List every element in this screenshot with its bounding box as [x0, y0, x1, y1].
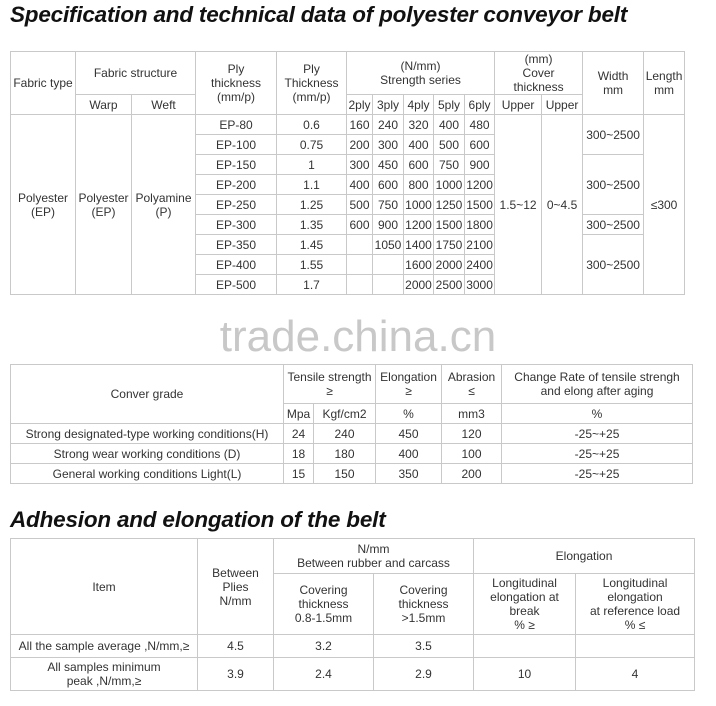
header-ply-thick2-l3: (mm/p): [292, 90, 331, 104]
header-elongation: Elongation: [474, 539, 695, 574]
header-abrasion: [442, 365, 502, 404]
header-tensile-l1: Tensile strength: [287, 370, 372, 384]
header-ply-thickness-l3: (mm/p): [217, 90, 256, 104]
header-length: [644, 52, 685, 115]
cell-model: EP-150: [196, 155, 277, 175]
cell-width: 300~2500: [583, 115, 644, 155]
header-upper-1: Upper: [495, 95, 542, 115]
cell-warp: [76, 115, 132, 295]
cell-item-l1: All samples minimum: [47, 660, 161, 674]
cell-strength: [347, 235, 373, 255]
header-2ply: 2ply: [347, 95, 373, 115]
header-width: [583, 52, 644, 115]
cell-grade: Strong wear working conditions (D): [11, 444, 284, 464]
header-grade: Conver grade: [11, 365, 284, 424]
cell-strength: 450: [373, 155, 404, 175]
cell-model: EP-500: [196, 275, 277, 295]
cell-model: EP-80: [196, 115, 277, 135]
header-item: Item: [11, 539, 198, 635]
header-long2-l2: elongation: [607, 590, 663, 604]
header-upper-2: Upper: [542, 95, 583, 115]
header-strength-l1: (N/mm): [400, 59, 441, 73]
header-cover-thickness: [495, 52, 583, 95]
cell-abrasion: 120: [442, 424, 502, 444]
header-between-l3: N/mm: [219, 593, 252, 608]
header-ply-thickness-l1: Ply: [227, 62, 245, 76]
cell-covering-thin: 2.4: [274, 658, 374, 691]
header-rubber-l2: Between rubber and carcass: [297, 556, 450, 570]
cell-strength: 1250: [434, 195, 465, 215]
unit-mm3: mm3: [442, 404, 502, 424]
adhesion-header-row: [11, 539, 695, 574]
header-warp: Warp: [76, 95, 132, 115]
cell-mpa: 15: [284, 464, 314, 484]
cell-long-break: [474, 635, 576, 658]
cell-item: [11, 635, 198, 658]
header-long-break: [474, 574, 576, 635]
cell-strength: 1400: [404, 235, 434, 255]
table-row: [11, 635, 695, 658]
cell-strength: 1200: [465, 175, 495, 195]
header-between-plies: [198, 539, 274, 635]
header-long2-l1: Longitudinal: [602, 576, 668, 590]
header-change-l2: and elong after aging: [540, 384, 654, 398]
fabric-type-l2: (EP): [31, 204, 55, 219]
header-elong-l2: ≥: [405, 384, 412, 398]
cell-strength: 1050: [373, 235, 404, 255]
header-change-rate: [502, 365, 693, 404]
cell-kgf: 240: [314, 424, 376, 444]
cell-strength: 3000: [465, 275, 495, 295]
cell-abrasion: 200: [442, 464, 502, 484]
cell-strength: [347, 255, 373, 275]
weft-l2: (P): [155, 204, 172, 219]
cell-fabric-type: [11, 115, 76, 295]
cell-strength: 400: [404, 135, 434, 155]
header-cover-l1: (mm): [524, 52, 553, 66]
cell-strength: 1000: [404, 195, 434, 215]
header-width-l2: mm: [603, 83, 624, 97]
cell-grade: Strong designated-type working conditions(H): [11, 424, 284, 444]
cell-thickness: 1: [277, 155, 347, 175]
cell-thickness: 1.55: [277, 255, 347, 275]
header-long1-l1: Longitudinal: [492, 576, 557, 590]
table-row: [11, 115, 685, 135]
cell-long-break: 10: [474, 658, 576, 691]
spec-header-row: [11, 52, 685, 95]
cell-strength: 300: [373, 135, 404, 155]
header-ply-thick2-l1: Ply: [303, 62, 320, 76]
header-between-l1: Between: [212, 565, 259, 580]
header-length-l1: Length: [645, 69, 683, 83]
cell-strength: 1500: [465, 195, 495, 215]
header-5ply: 5ply: [434, 95, 465, 115]
weft-l1: Polyamine: [135, 190, 192, 205]
cell-change-rate: -25~+25: [502, 444, 693, 464]
header-tensile: [284, 365, 376, 404]
cell-width: 300~2500: [583, 215, 644, 235]
cell-strength: 900: [373, 215, 404, 235]
cell-weft: [132, 115, 196, 295]
cell-long-ref: 4: [576, 658, 695, 691]
watermark: trade.china.cn: [219, 312, 497, 361]
header-fabric-structure: Fabric structure: [76, 52, 196, 95]
header-weft: Weft: [132, 95, 196, 115]
cell-mpa: 18: [284, 444, 314, 464]
header-cov1-l3: 0.8-1.5mm: [294, 611, 353, 625]
header-strength-series: [347, 52, 495, 95]
header-long1-l3: break: [509, 604, 540, 618]
header-rubber-l1: N/mm: [357, 542, 390, 556]
cell-strength: 2100: [465, 235, 495, 255]
unit-percent: %: [376, 404, 442, 424]
cell-item-l1: All the sample average ,N/mm,≥: [18, 639, 190, 653]
header-cover-l2: Cover thickness: [513, 66, 564, 94]
unit-percent-2: %: [502, 404, 693, 424]
table-row: [11, 658, 695, 691]
cell-model: EP-400: [196, 255, 277, 275]
header-elong-l1: Elongation: [380, 370, 437, 384]
header-long2-l3: at reference load: [589, 604, 681, 618]
cell-strength: 1750: [434, 235, 465, 255]
cell-model: EP-200: [196, 175, 277, 195]
cell-strength: 2400: [465, 255, 495, 275]
cell-change-rate: -25~+25: [502, 424, 693, 444]
cover-header-row: [11, 365, 693, 404]
table-row: [11, 444, 693, 464]
header-rubber-carcass: [274, 539, 474, 574]
cell-between-plies: 3.9: [198, 658, 274, 691]
cell-abrasion: 100: [442, 444, 502, 464]
cell-width: 300~2500: [583, 235, 644, 295]
header-cov2-l3: >1.5mm: [401, 611, 446, 625]
header-abrasion-l2: ≤: [468, 384, 475, 398]
cell-strength: 1200: [404, 215, 434, 235]
cell-item-l2: peak ,N/mm,≥: [66, 674, 142, 688]
header-between-l2: Plies: [222, 579, 249, 594]
cell-strength: 800: [404, 175, 434, 195]
cell-strength: 160: [347, 115, 373, 135]
cell-strength: [373, 255, 404, 275]
header-length-l2: mm: [654, 83, 675, 97]
header-width-l1: Width: [597, 69, 629, 83]
cell-change-rate: -25~+25: [502, 464, 693, 484]
header-change-l1: Change Rate of tensile strengh: [514, 370, 680, 384]
cell-strength: 750: [373, 195, 404, 215]
cell-strength: 240: [373, 115, 404, 135]
header-3ply: 3ply: [373, 95, 404, 115]
cell-strength: 200: [347, 135, 373, 155]
cell-covering-thick: 2.9: [374, 658, 474, 691]
cell-strength: 500: [347, 195, 373, 215]
header-long2-l4: % ≤: [624, 618, 646, 632]
header-fabric-type: Fabric type: [11, 52, 76, 115]
header-elongation: [376, 365, 442, 404]
cell-strength: 600: [465, 135, 495, 155]
cell-thickness: 1.7: [277, 275, 347, 295]
cell-strength: [347, 275, 373, 295]
cell-strength: 400: [347, 175, 373, 195]
cell-mpa: 24: [284, 424, 314, 444]
cell-thickness: 1.1: [277, 175, 347, 195]
cell-model: EP-100: [196, 135, 277, 155]
cell-cover-upper: 1.5~12: [495, 115, 542, 295]
cell-strength: 2500: [434, 275, 465, 295]
cell-model: EP-250: [196, 195, 277, 215]
cell-covering-thin: 3.2: [274, 635, 374, 658]
cell-strength: 600: [373, 175, 404, 195]
cell-item: [11, 658, 198, 691]
cell-strength: 1000: [434, 175, 465, 195]
adhesion-table: [10, 538, 695, 691]
page-title: Specification and technical data of polyester conveyor belt: [10, 2, 628, 27]
header-ply-thickness-l2: thickness: [211, 76, 262, 90]
cell-strength: 750: [434, 155, 465, 175]
fabric-type-l1: Polyester: [17, 190, 69, 205]
cell-between-plies: 4.5: [198, 635, 274, 658]
cell-covering-thick: 3.5: [374, 635, 474, 658]
cell-strength: 320: [404, 115, 434, 135]
table-row: [11, 424, 693, 444]
header-4ply: 4ply: [404, 95, 434, 115]
cell-strength: 1800: [465, 215, 495, 235]
cell-strength: 400: [434, 115, 465, 135]
header-long1-l4: % ≥: [514, 618, 535, 632]
header-abrasion-l1: Abrasion: [447, 370, 496, 384]
cell-kgf: 150: [314, 464, 376, 484]
cell-elongation: 400: [376, 444, 442, 464]
cell-thickness: 1.35: [277, 215, 347, 235]
cell-strength: 600: [347, 215, 373, 235]
cell-cover-upper-2: 0~4.5: [542, 115, 583, 295]
cell-thickness: 0.6: [277, 115, 347, 135]
cell-strength: 2000: [434, 255, 465, 275]
header-long1-l2: elongation at: [490, 590, 559, 604]
cell-thickness: 0.75: [277, 135, 347, 155]
header-covering-thin: [274, 574, 374, 635]
cell-strength: 2000: [404, 275, 434, 295]
warp-l2: (EP): [91, 204, 116, 219]
cell-strength: 300: [347, 155, 373, 175]
header-ply-thickness: [196, 52, 277, 115]
cell-strength: 1600: [404, 255, 434, 275]
cell-strength: [373, 275, 404, 295]
header-covering-thick: [374, 574, 474, 635]
header-cov1-l1: Covering: [299, 583, 348, 597]
cell-length: ≤300: [644, 115, 685, 295]
cell-long-ref: [576, 635, 695, 658]
header-strength-l2: Strength series: [380, 73, 461, 87]
cell-elongation: 350: [376, 464, 442, 484]
cell-model: EP-300: [196, 215, 277, 235]
header-tensile-l2: ≥: [326, 384, 333, 398]
cell-width: 300~2500: [583, 155, 644, 215]
section-title: Adhesion and elongation of the belt: [10, 507, 386, 532]
header-6ply: 6ply: [465, 95, 495, 115]
cell-strength: 900: [465, 155, 495, 175]
warp-l1: Polyester: [78, 190, 129, 205]
cell-thickness: 1.45: [277, 235, 347, 255]
header-long-ref: [576, 574, 695, 635]
cover-grade-table: [10, 364, 693, 484]
unit-mpa: Mpa: [284, 404, 314, 424]
cell-thickness: 1.25: [277, 195, 347, 215]
cell-grade: General working conditions Light(L): [11, 464, 284, 484]
cell-strength: 480: [465, 115, 495, 135]
header-cov2-l1: Covering: [399, 583, 448, 597]
header-cov2-l2: thickness: [398, 597, 449, 611]
header-ply-thick2-l2: Thickness: [284, 76, 339, 90]
cell-elongation: 450: [376, 424, 442, 444]
spec-table: [10, 51, 685, 295]
cell-strength: 600: [404, 155, 434, 175]
cell-kgf: 180: [314, 444, 376, 464]
header-cov1-l2: thickness: [298, 597, 349, 611]
header-ply-thickness-2: [277, 52, 347, 115]
table-row: [11, 464, 693, 484]
cell-strength: 1500: [434, 215, 465, 235]
unit-kgf: Kgf/cm2: [314, 404, 376, 424]
cell-strength: 500: [434, 135, 465, 155]
cell-model: EP-350: [196, 235, 277, 255]
